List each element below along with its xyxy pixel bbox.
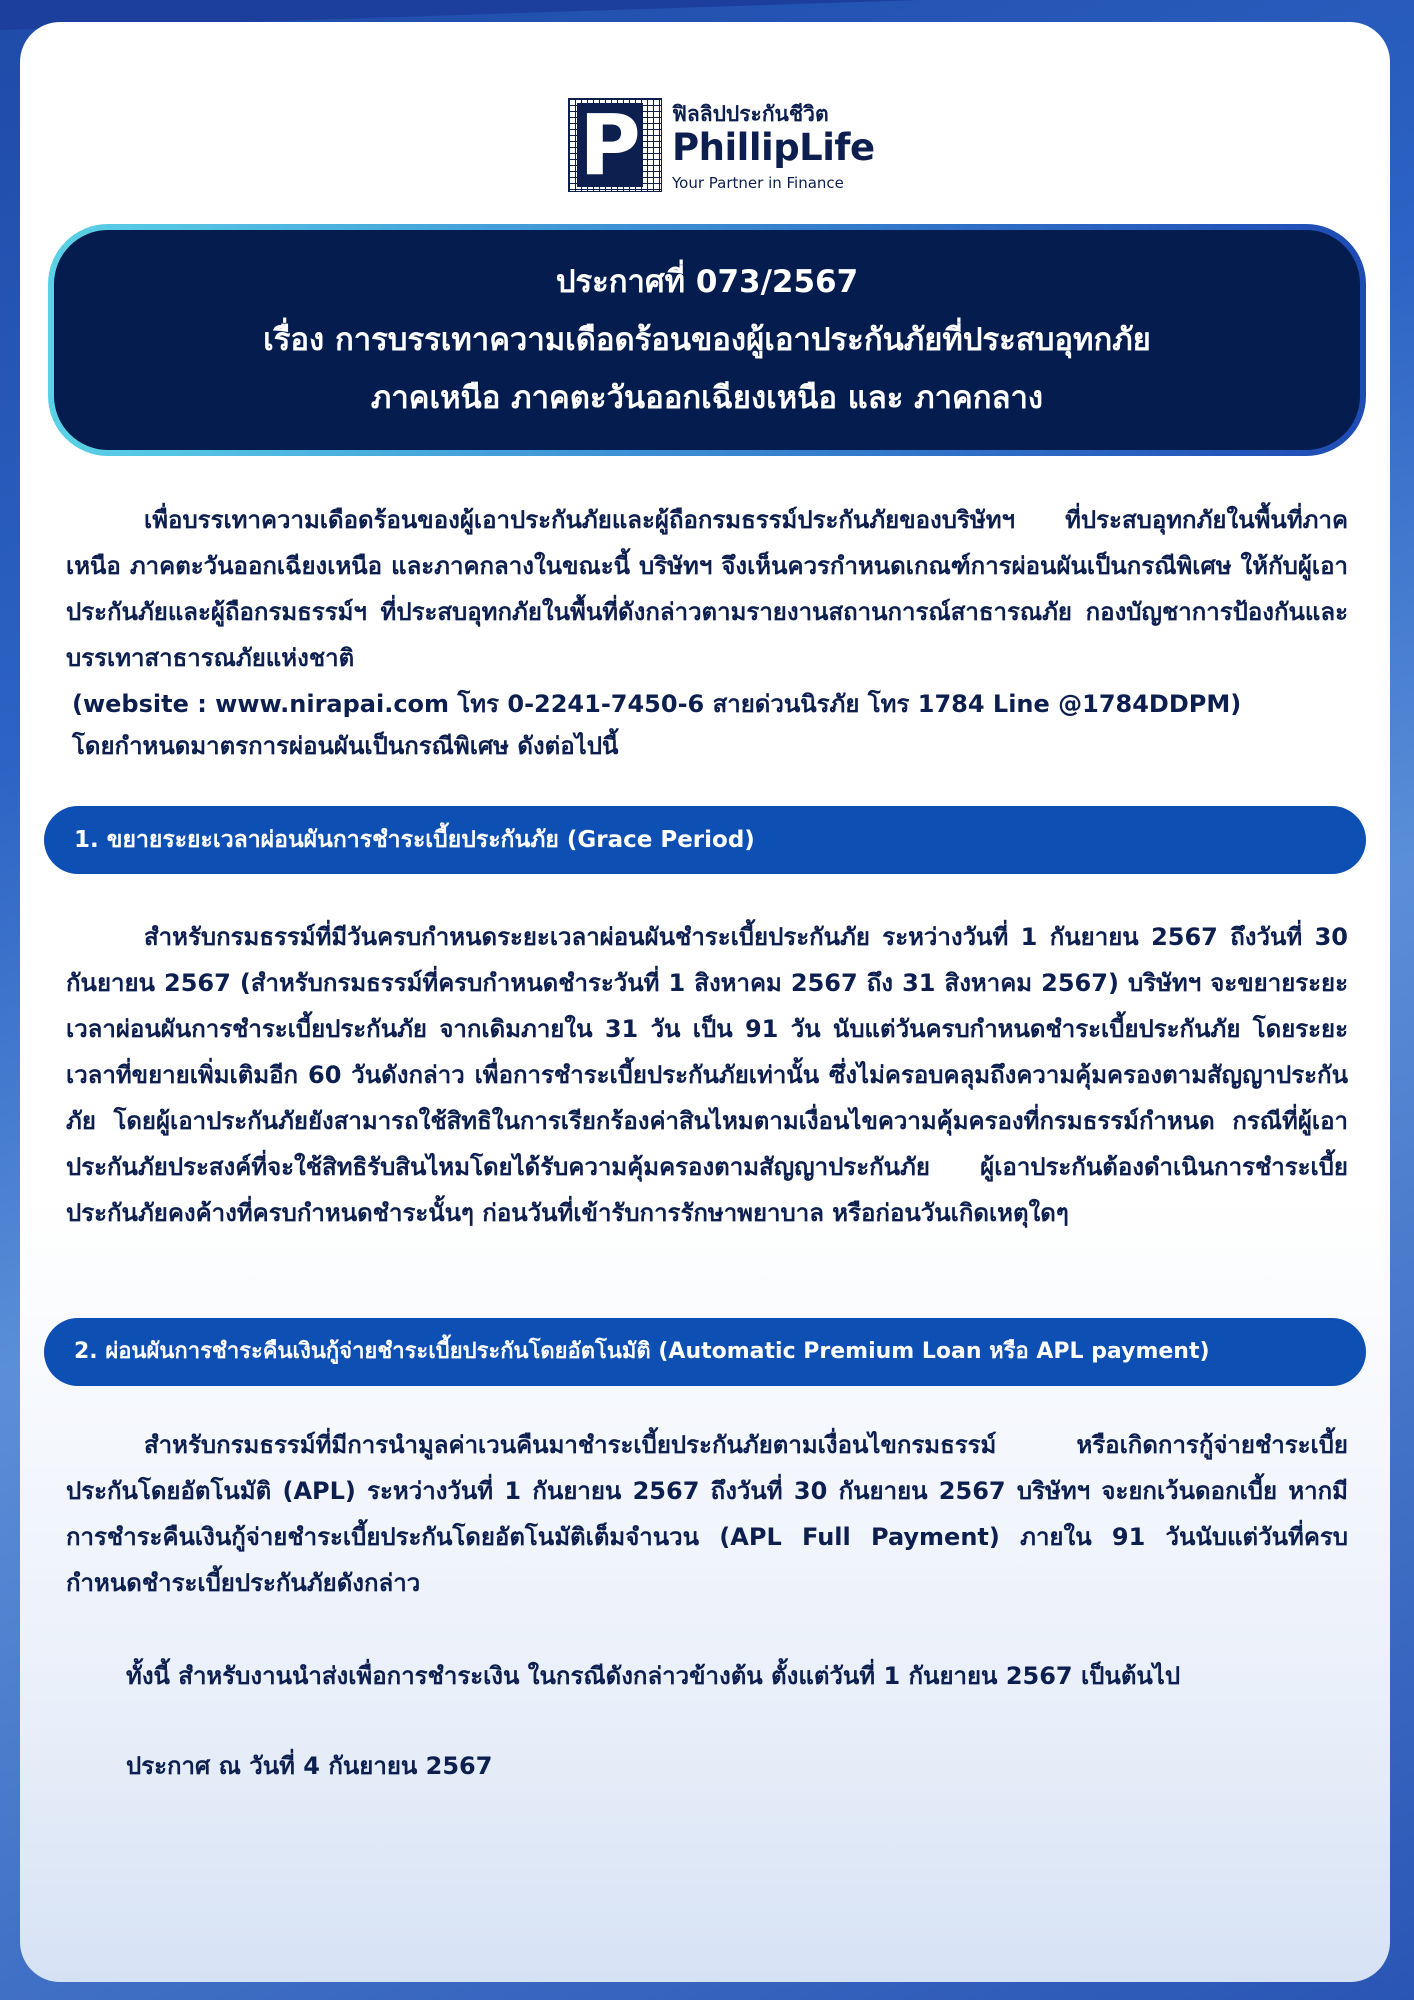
intro-closing: โดยกำหนดมาตรการผ่อนผันเป็นกรณีพิเศษ ดังต่อไปนี้ [72, 732, 619, 760]
logo-brand-name: PhillipLife [672, 126, 875, 169]
section-1-body: สำหรับกรมธรรม์ที่มีวันครบกำหนดระยะเวลาผ่อนผันชำระเบี้ยประกันภัย ระหว่างวันที่ 1 กันยายน 2567 ถึงวันที่ 30 กันยายน 2567 (สำหรับกรมธรรม์ที่ครบกำหนดชำระวันที่ 1 สิงหาคม 2567 ถึง 31 สิงหาคม 2567) บริษัทฯ จะขยายระยะเวลาผ่อนผันการชำระเบี้ยประกันภัย จากเดิมภายใน 31 วัน เป็น 91 วัน นับแต่วันครบกำหนดชำระเบี้ยประกันภัย โดยระยะเวลาที่ขยายเพิ่มเติมอีก 60 วันดังกล่าว เพื่อการชำระเบี้ยประกันภัยเท่านั้น ซึ่งไม่ครอบคลุมถึงความคุ้มครองตามสัญญาประกันภัย โดยผู้เอาประกันภัยยังสามารถใช้สิทธิในการเรียกร้องค่าสินไหมตามเงื่อนไขความคุ้มครองที่กรมธรรม์กำหนด กรณีที่ผู้เอาประกันภัยประสงค์ที่จะใช้สิทธิรับสินไหมโดยได้รับความคุ้มครองตามสัญญาประกันภัย ผู้เอาประกันต้องดำเนินการชำระเบี้ยประกันภัยคงค้างที่ครบกำหนดชำระนั้นๆ ก่อนวันที่เข้ารับการรักษาพยาบาล หรือก่อนวันเกิดเหตุใดๆ [66, 923, 1348, 1227]
announcement-regions: ภาคเหนือ ภาคตะวันออกเฉียงเหนือ และ ภาคกลาง [370, 380, 1044, 416]
phillip-life-logo [568, 96, 875, 194]
intro-paragraph: เพื่อบรรเทาความเดือดร้อนของผู้เอาประกันภัยและผู้ถือกรมธรรม์ประกันภัยของบริษัทฯ ที่ประสบอุทกภัยในพื้นที่ภาคเหนือ ภาคตะวันออกเฉียงเหนือ และภาคกลางในขณะนี้ บริษัทฯ จึงเห็นควรกำหนดเกณฑ์การผ่อนผันเป็นกรณีพิเศษ ให้กับผู้เอาประกันภัยและผู้ถือกรมธรรม์ฯ ที่ประสบอุทกภัยในพื้นที่ดังกล่าวตามรายงานสถานการณ์สาธารณภัย กองบัญชาการป้องกันและบรรเทาสาธารณภัยแห่งชาติ [66, 506, 1348, 672]
effective-date-note: ทั้งนี้ สำหรับงานนำส่งเพื่อการชำระเงิน ในกรณีดังกล่าวข้างต้น ตั้งแต่วันที่ 1 กันยายน 2567 เป็นต้นไป [126, 1662, 1181, 1690]
announcement-date: ประกาศ ณ วันที่ 4 กันยายน 2567 [126, 1752, 493, 1780]
announcement-number: ประกาศที่ 073/2567 [555, 264, 859, 300]
section-2-body: สำหรับกรมธรรม์ที่มีการนำมูลค่าเวนคืนมาชำระเบี้ยประกันภัยตามเงื่อนไขกรมธรรม์ หรือเกิดการกู้จ่ายชำระเบี้ยประกันโดยอัตโนมัติ (APL) ระหว่างวันที่ 1 กันยายน 2567 ถึงวันที่ 30 กันยายน 2567 บริษัทฯ จะยกเว้นดอกเบี้ย หากมีการชำระคืนเงินกู้จ่ายชำระเบี้ยประกันโดยอัตโนมัติเต็มจำนวน (APL Full Payment) ภายใน 91 วันนับแต่วันที่ครบกำหนดชำระเบี้ยประกันภัยดังกล่าว [66, 1431, 1348, 1597]
title-banner-inner [54, 230, 1360, 450]
logo-mark-icon [568, 98, 662, 192]
section-1-heading: 1. ขยายระยะเวลาผ่อนผันการชำระเบี้ยประกันภัย (Grace Period) [44, 806, 1366, 874]
section-2-heading: 2. ผ่อนผันการชำระคืนเงินกู้จ่ายชำระเบี้ยประกันโดยอัตโนมัติ (Automatic Premium Loan หรือ APL payment) [44, 1318, 1366, 1386]
logo-tagline: Your Partner in Finance [672, 174, 844, 192]
announcement-subject: เรื่อง การบรรเทาความเดือดร้อนของผู้เอาประกันภัยที่ประสบอุทกภัย [263, 322, 1151, 358]
logo-thai-name: ฟิลลิปประกันชีวิต [672, 102, 829, 126]
logo-letter: P [577, 103, 643, 187]
intro-contact: (website : www.nirapai.com โทร 0-2241-7450-6 สายด่วนนิรภัย โทร 1784 Line @1784DDPM) [72, 690, 1242, 718]
title-banner [48, 224, 1366, 456]
